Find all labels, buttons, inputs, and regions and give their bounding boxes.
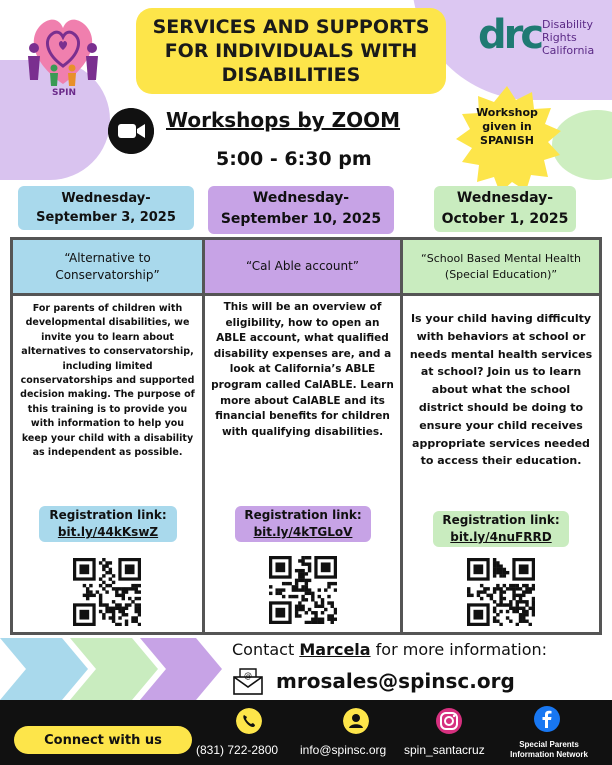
workshops-table	[10, 237, 602, 635]
registration-link[interactable]: bit.ly/4nuFRRD	[450, 530, 552, 544]
connect-with-us-button[interactable]: Connect with us	[14, 726, 192, 754]
workshop-topic: “School Based Mental Health (Special Education)”	[403, 240, 599, 296]
qr-code[interactable]	[467, 558, 535, 626]
date-line: Wednesday-	[456, 190, 554, 206]
footer-email[interactable]: info@spinsc.org	[300, 743, 387, 757]
instagram-icon	[436, 708, 462, 734]
workshop-time: 5:00 - 6:30 pm	[216, 148, 372, 170]
workshop-topic: “Alternative to Conservatorship”	[13, 240, 202, 296]
facebook-icon	[534, 706, 560, 732]
registration-label: Registration link:	[244, 508, 362, 522]
registration-label: Registration link:	[49, 508, 167, 522]
spin-logo-label: SPIN	[52, 88, 76, 98]
workshop-date-1	[18, 186, 194, 230]
workshop-description: For parents of children with developmental disabilities, we invite you to learn about alternatives to conservatorship, including limited conservatorships and supported decision making. The purpose of this training is to provide you with information to help you keep your child with a disability as independent as possible.	[20, 303, 195, 459]
title-line: FOR INDIVIDUALS WITH	[164, 40, 418, 62]
badge-line: SPANISH	[480, 134, 534, 147]
badge-line: Workshop	[476, 106, 538, 119]
registration-block	[39, 506, 177, 542]
date-line: Wednesday-	[252, 190, 350, 206]
decorative-chevrons	[0, 638, 230, 700]
spanish-badge	[456, 106, 558, 148]
facebook-line: Special Parents	[519, 740, 579, 749]
contact-name: Marcela	[299, 640, 371, 659]
footer-facebook[interactable]	[494, 740, 604, 760]
contact-line	[232, 640, 547, 659]
workshop-date-3	[434, 186, 576, 232]
facebook-line: Information Network	[510, 750, 588, 759]
drc-logo-mark: drc	[478, 12, 542, 58]
title-line: SERVICES AND SUPPORTS	[152, 16, 430, 38]
workshops-heading: Workshops by ZOOM	[166, 108, 401, 132]
svg-text:@: @	[244, 671, 252, 680]
date-line: September 3, 2025	[36, 210, 176, 225]
workshop-column	[205, 240, 403, 632]
workshop-date-2	[208, 186, 394, 234]
workshop-description: Is your child having difficulty with behaviors at school or needs mental health services at school? Join us to learn about what the school district should be doing to ensure your child receives appropriate services needed to access their education.	[409, 312, 593, 468]
registration-link[interactable]: bit.ly/4kTGLoV	[253, 525, 353, 539]
contact-prefix: Contact	[232, 640, 295, 659]
footer-phone[interactable]: (831) 722-2800	[196, 743, 279, 757]
zoom-camera-icon	[108, 108, 154, 154]
drc-name-line: Rights	[542, 31, 577, 44]
title-line: DISABILITIES	[221, 64, 361, 86]
drc-name-line: Disability	[542, 18, 593, 31]
person-icon	[343, 708, 369, 734]
date-line: October 1, 2025	[441, 211, 569, 227]
badge-line: given in	[482, 120, 532, 133]
date-line: Wednesday-	[61, 191, 151, 206]
mail-icon	[232, 666, 264, 696]
phone-icon	[236, 708, 262, 734]
date-line: September 10, 2025	[220, 211, 382, 227]
qr-code[interactable]	[73, 558, 141, 626]
workshop-column	[403, 240, 599, 632]
footer-instagram[interactable]: spin_santacruz	[404, 743, 485, 757]
qr-code[interactable]	[269, 556, 337, 624]
drc-name-line: California	[542, 44, 595, 57]
registration-label: Registration link:	[442, 513, 560, 527]
contact-email[interactable]: mrosales@spinsc.org	[276, 669, 515, 693]
workshop-description: This will be an overview of eligibility, how to open an ABLE account, what qualified disability expenses are, and a look at California’s ABLE program called CalABLE. Learn more about CalABLE and its financial benefits for children with qualifying disabilities.	[211, 301, 394, 438]
workshop-column	[13, 240, 205, 632]
workshop-topic: “Cal Able account”	[205, 240, 400, 296]
drc-logo	[478, 12, 608, 72]
drc-logo-text	[542, 18, 594, 57]
registration-block	[433, 511, 569, 547]
page-title	[136, 8, 446, 94]
registration-block	[235, 506, 371, 542]
registration-link[interactable]: bit.ly/44kKswZ	[57, 525, 159, 539]
contact-suffix: for more information:	[375, 640, 548, 659]
